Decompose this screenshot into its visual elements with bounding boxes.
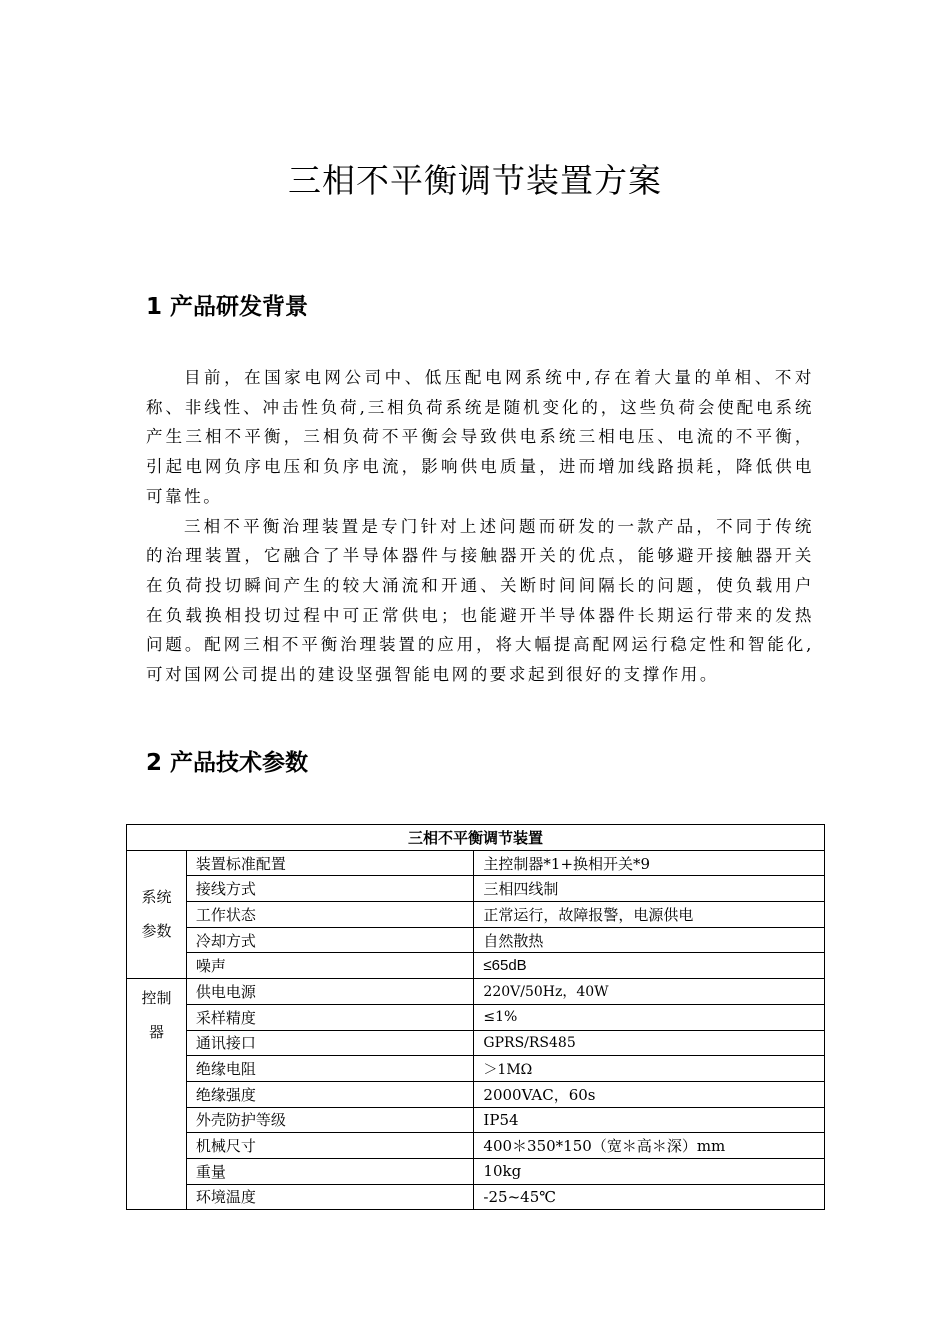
param-value: ＞1MΩ [474,1056,825,1082]
param-name: 通讯接口 [186,1030,474,1056]
background-paragraph: 三相不平衡治理装置是专门针对上述问题而研发的一款产品，不同于传统的治理装置，它融合了半导体器件与接触器开关的优点，能够避开接触器开关在负荷投切瞬间产生的较大涌流和开通、关断时间间隔长的问题，使负载用户在负载换相投切过程中可正常供电；也能避开半导体器件长期运行带来的发热问题。配网三相不平衡治理装置的应用，将大幅提高配网运行稳定性和智能化,可对国网公司提出的建设坚强智能电网的要求起到很好的支撑作用。 [146,516,814,685]
param-name: 采样精度 [186,1004,474,1030]
group-label-controller [127,979,187,1210]
table-row [127,1056,825,1082]
param-name: 工作状态 [186,902,474,928]
param-name: 重量 [186,1158,474,1184]
background-section-body [146,363,814,690]
table-row [127,953,825,979]
group-label-line: 参数 [141,922,172,941]
param-name: 环境温度 [186,1184,474,1210]
group-label-line: 系统 [141,888,172,907]
param-name: 绝缘强度 [186,1081,474,1107]
section-heading-specs: 2 产品技术参数 [146,750,309,776]
param-name: 噪声 [186,953,474,979]
background-paragraph: 目前，在国家电网公司中、低压配电网系统中,存在着大量的单相、不对称、非线性、冲击性负荷,三相负荷系统是随机变化的，这些负荷会使配电系统产生三相不平衡，三相负荷不平衡会导致供电系统三相电压、电流的不平衡，引起电网负序电压和负序电流，影响供电质量，进而增加线路损耗，降低供电可靠性。 [146,368,814,506]
table-row [127,979,825,1005]
table-row [127,1184,825,1210]
param-name: 绝缘电阻 [186,1056,474,1082]
param-name: 机械尺寸 [186,1133,474,1159]
group-label-system [127,850,187,978]
table-row [127,902,825,928]
table-row [127,1030,825,1056]
param-name: 接线方式 [186,876,474,902]
table-row [127,1107,825,1133]
param-value: ≤1% [474,1004,825,1030]
table-row [127,1004,825,1030]
param-value: -25~45℃ [474,1184,825,1210]
section-heading-background: 1 产品研发背景 [146,294,309,320]
table-row [127,927,825,953]
param-name: 供电电源 [186,979,474,1005]
param-value: 三相四线制 [474,876,825,902]
param-name: 装置标准配置 [186,850,474,876]
param-value: ≤65dB [474,953,825,979]
table-row [127,1081,825,1107]
table-row [127,1133,825,1159]
table-row [127,850,825,876]
table-row [127,876,825,902]
group-label-line: 器 [148,1023,164,1042]
param-value: 220V/50Hz，40W [474,979,825,1005]
param-value: 10kg [474,1158,825,1184]
param-value: GPRS/RS485 [474,1030,825,1056]
document-title: 三相不平衡调节装置方案 [288,161,662,200]
param-value: 自然散热 [474,927,825,953]
param-value: 2000VAC，60s [474,1081,825,1107]
param-name: 外壳防护等级 [186,1107,474,1133]
table-caption-row [127,825,825,851]
group-label-line: 控制 [141,989,172,1008]
param-value: IP54 [474,1107,825,1133]
table-row [127,1158,825,1184]
param-value: 正常运行，故障报警，电源供电 [474,902,825,928]
table-caption: 三相不平衡调节装置 [127,825,825,851]
param-value: 主控制器*1+换相开关*9 [474,850,825,876]
param-name: 冷却方式 [186,927,474,953]
param-value: 400＊350*150（宽＊高＊深）mm [474,1133,825,1159]
spec-table [126,824,825,1210]
